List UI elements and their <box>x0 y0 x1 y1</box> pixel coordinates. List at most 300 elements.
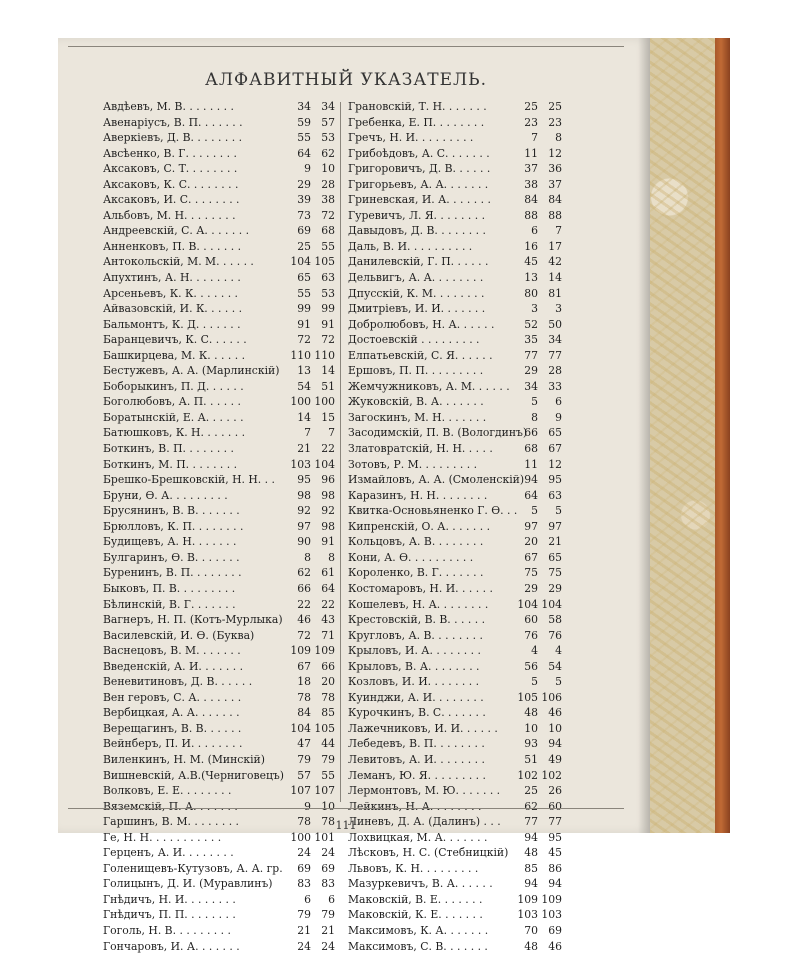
entry-name: Давыдовъ, Д. В. . . . . . . . <box>348 224 486 238</box>
entry-name: Добролюбовъ, Н. А. . . . . . <box>348 317 495 331</box>
entry-page-1: 3 <box>531 302 538 316</box>
entry-name: Засодимскій, П. В. (Вологдинъ) <box>348 426 528 440</box>
entry-page-1: 55 <box>297 286 311 300</box>
entry-name: Елпатьевскій, С. Я. . . . . . <box>348 348 493 362</box>
entry-page-1: 92 <box>297 504 311 518</box>
entry-page-1: 70 <box>524 923 538 937</box>
entry-page-1: 7 <box>531 131 538 145</box>
entry-name: Башкирцева, М. К. . . . . . <box>103 348 246 362</box>
entry-page-1: 78 <box>297 690 311 704</box>
index-entry <box>103 504 335 520</box>
entry-name: Будищевъ, А. Н. . . . . . . <box>103 535 237 549</box>
index-entry <box>348 551 562 567</box>
entry-page-2: 63 <box>548 488 562 502</box>
entry-page-2: 72 <box>321 333 335 347</box>
entry-page-2: 105 <box>314 255 335 269</box>
index-entry <box>348 504 562 520</box>
entry-name: Василевскій, И. Ѳ. (Буква) <box>103 628 255 642</box>
index-entry <box>103 924 335 940</box>
index-entry <box>348 737 562 753</box>
entry-page-1: 24 <box>297 939 311 953</box>
index-entry <box>103 598 335 614</box>
entry-page-2: 21 <box>321 923 335 937</box>
entry-page-2: 62 <box>321 146 335 160</box>
cover-board-edge <box>715 38 730 833</box>
index-entry <box>103 862 335 878</box>
entry-page-2: 77 <box>548 815 562 829</box>
entry-name: Линевъ, Д. А. (Далинъ) . . . <box>348 815 501 829</box>
entry-page-2: 86 <box>548 861 562 875</box>
entry-name: Максимовъ, К. А. . . . . . . <box>348 923 489 937</box>
entry-page-2: 38 <box>321 193 335 207</box>
index-entry <box>348 426 562 442</box>
entry-page-2: 10 <box>321 799 335 813</box>
entry-page-1: 98 <box>297 488 311 502</box>
entry-name: Батюшковъ, К. Н. . . . . . . <box>103 426 246 440</box>
entry-page-2: 75 <box>548 566 562 580</box>
entry-page-2: 22 <box>321 597 335 611</box>
entry-page-2: 105 <box>314 721 335 735</box>
entry-name: Вяземскій, П. А. . . . . . . <box>103 799 238 813</box>
entry-page-2: 49 <box>548 752 562 766</box>
entry-name: Голенищевъ-Кутузовъ, А. А. гр. <box>103 861 283 875</box>
index-entry <box>348 116 562 132</box>
index-entry <box>348 784 562 800</box>
index-entry <box>103 255 335 271</box>
index-entry <box>348 753 562 769</box>
entry-page-1: 65 <box>297 271 311 285</box>
entry-page-2: 83 <box>321 877 335 891</box>
entry-name: Боткинъ, М. П. . . . . . . . <box>103 457 238 471</box>
index-entry <box>103 722 335 738</box>
index-entry <box>348 598 562 614</box>
entry-name: Куинджи, А. И. . . . . . . . <box>348 690 484 704</box>
entry-name: Вен геровъ, С. А. . . . . . . <box>103 690 242 704</box>
entry-page-1: 37 <box>524 162 538 176</box>
entry-name: Данилевскій, Г. П. . . . . . <box>348 255 489 269</box>
index-entry <box>348 442 562 458</box>
entry-page-1: 66 <box>524 426 538 440</box>
entry-name: Боборыкинъ, П. Д. . . . . . <box>103 379 244 393</box>
entry-name: Маковскій, В. Е. . . . . . . <box>348 892 483 906</box>
index-entry <box>348 582 562 598</box>
entry-page-1: 68 <box>524 442 538 456</box>
index-entry <box>348 318 562 334</box>
entry-page-1: 72 <box>297 333 311 347</box>
entry-page-2: 8 <box>555 131 562 145</box>
entry-page-2: 97 <box>548 519 562 533</box>
entry-page-1: 8 <box>531 410 538 424</box>
entry-page-1: 25 <box>524 784 538 798</box>
entry-page-2: 50 <box>548 317 562 331</box>
entry-page-2: 45 <box>548 846 562 860</box>
entry-name: Арсеньевъ, К. К. . . . . . . <box>103 286 238 300</box>
entry-page-2: 66 <box>321 659 335 673</box>
entry-page-1: 109 <box>290 644 311 658</box>
entry-page-1: 29 <box>297 177 311 191</box>
index-entry <box>348 209 562 225</box>
index-entry <box>103 318 335 334</box>
entry-page-1: 94 <box>524 830 538 844</box>
entry-page-1: 4 <box>531 644 538 658</box>
entry-page-1: 109 <box>517 892 538 906</box>
entry-name: Златовратскій, Н. Н. . . . . <box>348 442 493 456</box>
entry-page-2: 110 <box>314 348 335 362</box>
entry-page-2: 95 <box>548 830 562 844</box>
entry-name: Гребенка, Е. П. . . . . . . . <box>348 115 485 129</box>
index-entry <box>348 535 562 551</box>
entry-name: Короленко, В. Г. . . . . . . <box>348 566 484 580</box>
index-entry <box>348 706 562 722</box>
entry-name: Каразинъ, Н. Н. . . . . . . . <box>348 488 488 502</box>
entry-page-1: 77 <box>524 815 538 829</box>
entry-page-2: 6 <box>328 892 335 906</box>
entry-name: Брешко-Брешковскій, Н. Н. . . <box>103 473 275 487</box>
index-entry <box>348 613 562 629</box>
index-entry <box>103 271 335 287</box>
entry-page-1: 25 <box>297 239 311 253</box>
index-entry <box>103 364 335 380</box>
entry-page-2: 53 <box>321 131 335 145</box>
entry-page-2: 94 <box>548 877 562 891</box>
entry-page-2: 17 <box>548 239 562 253</box>
entry-name: Кругловъ, А. В. . . . . . . . <box>348 628 483 642</box>
entry-page-1: 10 <box>524 721 538 735</box>
index-entry <box>348 862 562 878</box>
entry-name: Крыловъ, И. А. . . . . . . . <box>348 644 481 658</box>
entry-page-1: 91 <box>297 317 311 331</box>
index-entry <box>348 831 562 847</box>
entry-page-1: 7 <box>304 426 311 440</box>
entry-page-1: 72 <box>297 628 311 642</box>
entry-page-1: 100 <box>290 395 311 409</box>
entry-name: Кипренскій, О. А. . . . . . . <box>348 519 491 533</box>
entry-name: Достоевскій . . . . . . . . . <box>348 333 480 347</box>
entry-page-1: 97 <box>297 519 311 533</box>
entry-page-2: 24 <box>321 846 335 860</box>
entry-page-2: 92 <box>321 504 335 518</box>
index-entry <box>103 224 335 240</box>
entry-page-2: 60 <box>548 799 562 813</box>
entry-page-2: 46 <box>548 939 562 953</box>
page-number: 111 <box>335 819 357 832</box>
index-entry <box>103 116 335 132</box>
index-entry <box>103 737 335 753</box>
entry-name: Григоровичъ, Д. В. . . . . . <box>348 162 491 176</box>
index-entry <box>103 753 335 769</box>
entry-name: Виленкинъ, Н. М. (Минскій) <box>103 752 265 766</box>
entry-page-1: 51 <box>524 752 538 766</box>
index-entry <box>348 224 562 240</box>
entry-name: Грановскій, Т. Н. . . . . . . <box>348 100 487 113</box>
entry-name: Бестужевъ, А. А. (Марлинскій) <box>103 364 280 378</box>
entry-page-1: 95 <box>297 473 311 487</box>
entry-page-1: 104 <box>290 255 311 269</box>
entry-name: Гуревичъ, Л. Я. . . . . . . . <box>348 208 486 222</box>
index-entry <box>103 877 335 893</box>
entry-page-2: 3 <box>555 302 562 316</box>
index-entry <box>103 178 335 194</box>
entry-name: Ершовъ, П. П. . . . . . . . . <box>348 364 484 378</box>
entry-name: Кольцовъ, А. В. . . . . . . . <box>348 535 484 549</box>
entry-page-2: 79 <box>321 752 335 766</box>
entry-page-1: 9 <box>304 799 311 813</box>
index-entry <box>348 271 562 287</box>
entry-page-1: 79 <box>297 908 311 922</box>
entry-page-2: 53 <box>321 286 335 300</box>
index-entry <box>103 940 335 955</box>
page-frame-bottom-rule <box>68 808 624 809</box>
entry-page-2: 51 <box>321 379 335 393</box>
entry-name: Бальмонтъ, К. Д. . . . . . . <box>103 317 241 331</box>
index-entry <box>348 769 562 785</box>
entry-page-1: 46 <box>297 613 311 627</box>
entry-name: Гончаровъ, И. А. . . . . . . <box>103 939 240 953</box>
index-entry <box>103 644 335 660</box>
decorative-endpaper <box>650 38 715 833</box>
entry-page-2: 63 <box>321 271 335 285</box>
entry-page-2: 64 <box>321 581 335 595</box>
entry-page-1: 54 <box>297 379 311 393</box>
entry-page-2: 8 <box>328 550 335 564</box>
entry-name: Гаршинъ, В. М. . . . . . . . <box>103 815 239 829</box>
entry-page-2: 79 <box>321 908 335 922</box>
index-entry <box>103 100 335 116</box>
entry-name: Кони, А. Ѳ. . . . . . . . . . <box>348 550 474 564</box>
entry-page-2: 7 <box>555 224 562 238</box>
entry-name: Грибоѣдовъ, А. С. . . . . . . <box>348 146 490 160</box>
entry-name: Мазуркевичъ, В. А. . . . . . <box>348 877 493 891</box>
entry-name: Введенскій, А. И. . . . . . . <box>103 659 244 673</box>
entry-page-2: 12 <box>548 146 562 160</box>
entry-page-2: 100 <box>314 395 335 409</box>
entry-page-1: 80 <box>524 286 538 300</box>
entry-page-2: 29 <box>548 581 562 595</box>
entry-page-1: 62 <box>524 799 538 813</box>
entry-page-2: 104 <box>314 457 335 471</box>
entry-page-1: 52 <box>524 317 538 331</box>
entry-name: Авсѣенко, В. Г. . . . . . . . <box>103 146 237 160</box>
entry-page-2: 15 <box>321 410 335 424</box>
entry-page-2: 109 <box>314 644 335 658</box>
entry-page-2: 69 <box>548 923 562 937</box>
index-entry <box>103 691 335 707</box>
entry-page-2: 107 <box>314 784 335 798</box>
index-entry <box>103 582 335 598</box>
entry-name: Аверкіевъ, Д. В. . . . . . . . <box>103 131 243 145</box>
entry-name: Ге, Н. Н. . . . . . . . . . . <box>103 830 222 844</box>
index-entry <box>348 660 562 676</box>
entry-page-1: 79 <box>297 752 311 766</box>
entry-name: Вишневскій, А.В.(Черниговецъ) <box>103 768 285 782</box>
entry-page-1: 23 <box>524 115 538 129</box>
entry-page-2: 88 <box>548 208 562 222</box>
entry-name: Бѣлинскій, В. Г. . . . . . . <box>103 597 236 611</box>
index-entry <box>103 380 335 396</box>
entry-page-1: 11 <box>524 457 538 471</box>
entry-page-1: 21 <box>297 442 311 456</box>
entry-page-2: 26 <box>548 784 562 798</box>
entry-page-2: 91 <box>321 317 335 331</box>
entry-name: Лажечниковъ, И. И. . . . . . <box>348 721 498 735</box>
index-entry <box>348 722 562 738</box>
entry-page-2: 9 <box>555 410 562 424</box>
entry-page-1: 85 <box>524 861 538 875</box>
entry-name: Григорьевъ, А. А. . . . . . . <box>348 177 489 191</box>
entry-page-2: 101 <box>314 830 335 844</box>
entry-page-2: 46 <box>548 706 562 720</box>
entry-page-2: 54 <box>548 659 562 673</box>
entry-name: Антокольскій, М. М. . . . . . <box>103 255 254 269</box>
entry-page-1: 55 <box>297 131 311 145</box>
entry-name: Гриневская, И. А. . . . . . . <box>348 193 491 207</box>
entry-page-1: 5 <box>531 675 538 689</box>
index-entry <box>348 178 562 194</box>
entry-page-1: 103 <box>290 457 311 471</box>
entry-page-2: 98 <box>321 519 335 533</box>
entry-page-1: 84 <box>297 706 311 720</box>
entry-page-1: 78 <box>297 815 311 829</box>
entry-name: Аксаковъ, К. С. . . . . . . . <box>103 177 239 191</box>
index-entry <box>348 629 562 645</box>
entry-page-2: 109 <box>541 892 562 906</box>
book-photo <box>58 38 730 953</box>
entry-name: Крестовскій, В. В. . . . . . <box>348 613 486 627</box>
index-entry <box>103 458 335 474</box>
entry-page-2: 72 <box>321 208 335 222</box>
entry-page-2: 85 <box>321 706 335 720</box>
index-entry <box>103 349 335 365</box>
index-entry <box>348 333 562 349</box>
index-entry <box>103 769 335 785</box>
entry-name: Лѣсковъ, Н. С. (Стебницкій) <box>348 846 509 860</box>
entry-page-2: 44 <box>321 737 335 751</box>
entry-page-1: 90 <box>297 535 311 549</box>
index-entry <box>348 302 562 318</box>
entry-name: Буренинъ, В. П. . . . . . . . <box>103 566 242 580</box>
entry-page-1: 39 <box>297 193 311 207</box>
entry-page-1: 94 <box>524 877 538 891</box>
entry-page-1: 16 <box>524 239 538 253</box>
entry-page-1: 57 <box>297 768 311 782</box>
entry-page-2: 12 <box>548 457 562 471</box>
entry-page-2: 102 <box>541 768 562 782</box>
entry-page-1: 73 <box>297 208 311 222</box>
entry-name: Аксаковъ, С. Т. . . . . . . . <box>103 162 238 176</box>
index-entry <box>103 162 335 178</box>
index-entry <box>103 193 335 209</box>
entry-page-2: 78 <box>321 690 335 704</box>
entry-page-1: 38 <box>524 177 538 191</box>
entry-page-1: 29 <box>524 581 538 595</box>
entry-name: Айвазовскій, И. К. . . . . . <box>103 302 243 316</box>
entry-name: Гнѣдичъ, Н. И. . . . . . . . <box>103 892 236 906</box>
entry-page-1: 64 <box>524 488 538 502</box>
entry-name: Баранцевичъ, К. С. . . . . . <box>103 333 247 347</box>
entry-page-1: 103 <box>517 908 538 922</box>
entry-name: Львовъ, К. Н. . . . . . . . . <box>348 861 479 875</box>
entry-page-2: 57 <box>321 115 335 129</box>
entry-page-2: 104 <box>541 597 562 611</box>
entry-page-2: 67 <box>548 442 562 456</box>
entry-page-2: 81 <box>548 286 562 300</box>
entry-page-2: 61 <box>321 566 335 580</box>
entry-page-1: 88 <box>524 208 538 222</box>
entry-page-2: 22 <box>321 442 335 456</box>
entry-name: Измайловъ, А. А. (Смоленскій) <box>348 473 525 487</box>
entry-page-1: 102 <box>517 768 538 782</box>
entry-page-1: 59 <box>297 115 311 129</box>
index-entry <box>103 846 335 862</box>
entry-name: Авдѣевъ, М. В. . . . . . . . <box>103 100 234 113</box>
entry-page-1: 67 <box>297 659 311 673</box>
entry-page-2: 71 <box>321 628 335 642</box>
entry-page-1: 48 <box>524 846 538 860</box>
index-entry <box>103 209 335 225</box>
entry-name: Апухтинъ, А. Н. . . . . . . . <box>103 271 241 285</box>
entry-name: Леманъ, Ю. Я. . . . . . . . . <box>348 768 486 782</box>
entry-name: Вербицкая, А. А. . . . . . . <box>103 706 240 720</box>
entry-page-1: 5 <box>531 395 538 409</box>
entry-page-2: 25 <box>548 100 562 113</box>
entry-page-2: 106 <box>541 690 562 704</box>
entry-page-1: 94 <box>524 473 538 487</box>
entry-page-1: 11 <box>524 146 538 160</box>
index-entry <box>348 520 562 536</box>
index-entry <box>348 131 562 147</box>
entry-name: Козловъ, И. И. . . . . . . . <box>348 675 480 689</box>
entry-name: Аксаковъ, И. С. . . . . . . . <box>103 193 240 207</box>
entry-page-2: 21 <box>548 535 562 549</box>
index-entry <box>103 566 335 582</box>
entry-name: Дмитріевъ, И. И. . . . . . . <box>348 302 486 316</box>
entry-page-2: 20 <box>321 675 335 689</box>
entry-page-2: 43 <box>321 613 335 627</box>
entry-page-2: 37 <box>548 177 562 191</box>
entry-name: Андреевскій, С. А. . . . . . . <box>103 224 250 238</box>
index-entry <box>103 675 335 691</box>
entry-page-1: 69 <box>297 224 311 238</box>
entry-page-1: 35 <box>524 333 538 347</box>
index-entry <box>103 489 335 505</box>
entry-page-2: 4 <box>555 644 562 658</box>
entry-page-1: 9 <box>304 162 311 176</box>
index-entry <box>103 395 335 411</box>
entry-page-1: 6 <box>531 224 538 238</box>
page-title: АЛФАВИТНЫЙ УКАЗАТЕЛЬ. <box>204 70 488 90</box>
entry-page-1: 99 <box>297 302 311 316</box>
entry-page-2: 96 <box>321 473 335 487</box>
entry-name: Лебедевъ, В. П. . . . . . . . <box>348 737 485 751</box>
entry-page-2: 65 <box>548 550 562 564</box>
index-entry <box>348 349 562 365</box>
entry-name: Крыловъ, В. А. . . . . . . . <box>348 659 480 673</box>
entry-name: Лохвицкая, М. А. . . . . . . <box>348 830 488 844</box>
entry-page-2: 76 <box>548 628 562 642</box>
entry-page-1: 20 <box>524 535 538 549</box>
entry-name: Веневитиновъ, Д. В. . . . . . <box>103 675 253 689</box>
index-entry <box>103 893 335 909</box>
entry-name: Дпусскій, К. М. . . . . . . . <box>348 286 485 300</box>
entry-page-2: 7 <box>328 426 335 440</box>
entry-name: Дельвигъ, А. А. . . . . . . . <box>348 271 484 285</box>
index-entry <box>348 100 562 116</box>
entry-name: Гоголь, Н. В. . . . . . . . . <box>103 923 231 937</box>
entry-page-2: 91 <box>321 535 335 549</box>
index-entry <box>103 520 335 536</box>
index-entry <box>103 831 335 847</box>
entry-page-1: 24 <box>297 846 311 860</box>
